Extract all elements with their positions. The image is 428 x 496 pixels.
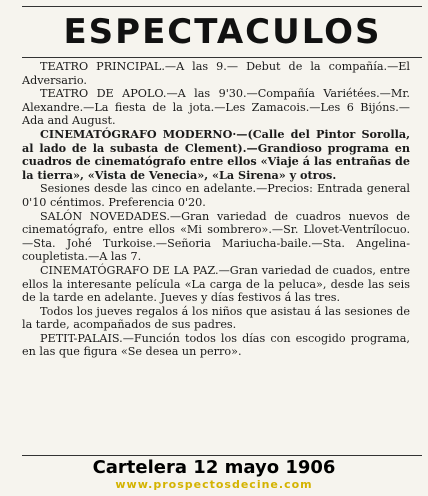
listing-salon-novedades: SALÓN NOVEDADES.—Gran variedad de cuadros nuevos de cinematógrafo, entre ellos «Mi sombrero».—Sr. Llovet-Ventrílocuo.—Sta. Johé Turkoise.—Señoria Mariucha-baile.—Sta. Angelina-coupletista.—A las 7. (22, 209, 410, 264)
listing-sesiones-precios: Sesiones desde las cinco en adelante.—Precios: Entrada general 0'10 céntimos. Preferencia 0'20. (22, 182, 410, 209)
bottom-rule (22, 455, 422, 456)
listings-column (22, 60, 410, 359)
listing-cinematografo-paz: CINEMATÓGRAFO DE LA PAZ.—Gran variedad de cuados, entre ellos la interesante película «La carga de la peluca», desde las seis de la tarde en adelante. Jueves y días festivos á las tres. (22, 263, 410, 305)
listing-jueves-regalos: Todos los jueves regalos á los niños que asistau á las sesiones de la tarde, acompañados de sus padres. (22, 304, 410, 332)
listing-petit-palais: PETIT-PALAIS.—Función todos los días con escogido programa, en las que figura «Se desea un perro». (22, 331, 410, 359)
top-rule (22, 6, 422, 7)
listing-cinematografo-moderno: CINEMATÓGRAFO MODERNO·—(Calle del Pintor Sorolla, al lado de la subasta de Clement).—Grandioso programa en cuadros de cinematógrafo entre ellos «Viaje á las entrañas de la tierra», «Vista de Venecia», «La Sirena» y otros. (22, 126, 410, 182)
title-rule (22, 57, 422, 58)
listing-teatro-principal: TEATRO PRINCIPAL.—A las 9.— Debut de la compañía.—El Adversario. (22, 60, 410, 87)
section-title: ESPECTACULOS (63, 12, 382, 52)
website-watermark: www.prospectosdecine.com (115, 478, 313, 491)
date-caption: Cartelera 12 mayo 1906 (92, 457, 336, 478)
listing-teatro-apolo: TEATRO DE APOLO.—A las 9'30.—Compañía Variétées.—Mr. Alexandre.—La fiesta de la jota.—Les Zamacois.—Les 6 Bijóns.—Ada and August. (22, 87, 410, 128)
